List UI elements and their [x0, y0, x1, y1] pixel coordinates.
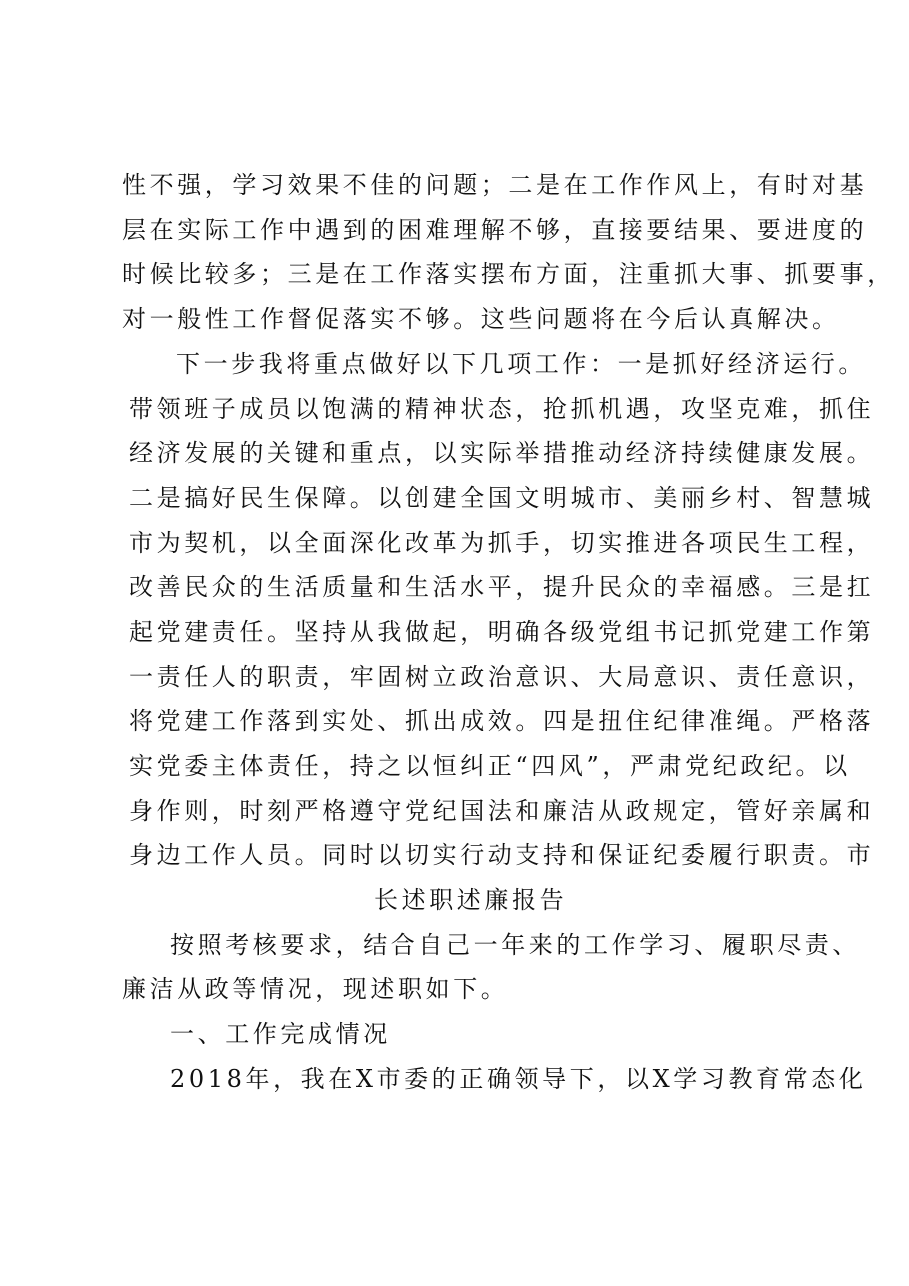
text-line: 对一般性工作督促落实不够。这些问题将在今后认真解决。 — [122, 305, 840, 333]
text-line: 市为契机，以全面深化改革为抓手，切实推进各项民生工程， — [129, 529, 875, 557]
text-line: 带领班子成员以饱满的精神状态，抢抓机遇，攻坚克难，抓住 — [129, 395, 875, 423]
text-line: 身作则，时刻严格遵守党纪国法和廉洁从政规定，管好亲属和 — [129, 797, 875, 825]
text-line: 经济发展的关键和重点，以实际举措推动经济持续健康发展。 — [129, 439, 875, 467]
text-line: 起党建责任。坚持从我做起，明确各级党组书记抓党建工作第 — [129, 618, 875, 646]
text-line: 廉洁从政等情况，现述职如下。 — [122, 975, 509, 1003]
section-heading: 一、工作完成情况 — [170, 1020, 391, 1048]
report-title: 长述职述廉报告 — [374, 886, 568, 914]
text-line: 二是搞好民生保障。以创建全国文明城市、美丽乡村、智慧城 — [129, 484, 875, 512]
text-line: 层在实际工作中遇到的困难理解不够，直接要结果、要进度的 — [122, 216, 868, 244]
text-line: 2018年，我在X市委的正确领导下，以X学习教育常态化 — [170, 1065, 867, 1093]
text-line: 一责任人的职责，牢固树立政治意识、大局意识、责任意识， — [129, 663, 875, 691]
text-line: 实党委主体责任，持之以恒纠正“四风”，严肃党纪政纪。以 — [129, 752, 851, 780]
text-line: 按照考核要求，结合自己一年来的工作学习、履职尽责、 — [170, 931, 860, 959]
text-line: 身边工作人员。同时以切实行动支持和保证纪委履行职责。市 — [129, 841, 875, 869]
text-line: 性不强，学习效果不佳的问题；二是在工作作风上，有时对基 — [122, 171, 868, 199]
text-line: 将党建工作落到实处、抓出成效。四是扭住纪律准绳。严格落 — [129, 707, 875, 735]
text-line: 改善民众的生活质量和生活水平，提升民众的幸福感。三是扛 — [129, 573, 875, 601]
text-line: 下一步我将重点做好以下几项工作：一是抓好经济运行。 — [176, 350, 866, 378]
text-line: 时候比较多；三是在工作落实摆布方面，注重抓大事、抓要事， — [122, 260, 895, 288]
